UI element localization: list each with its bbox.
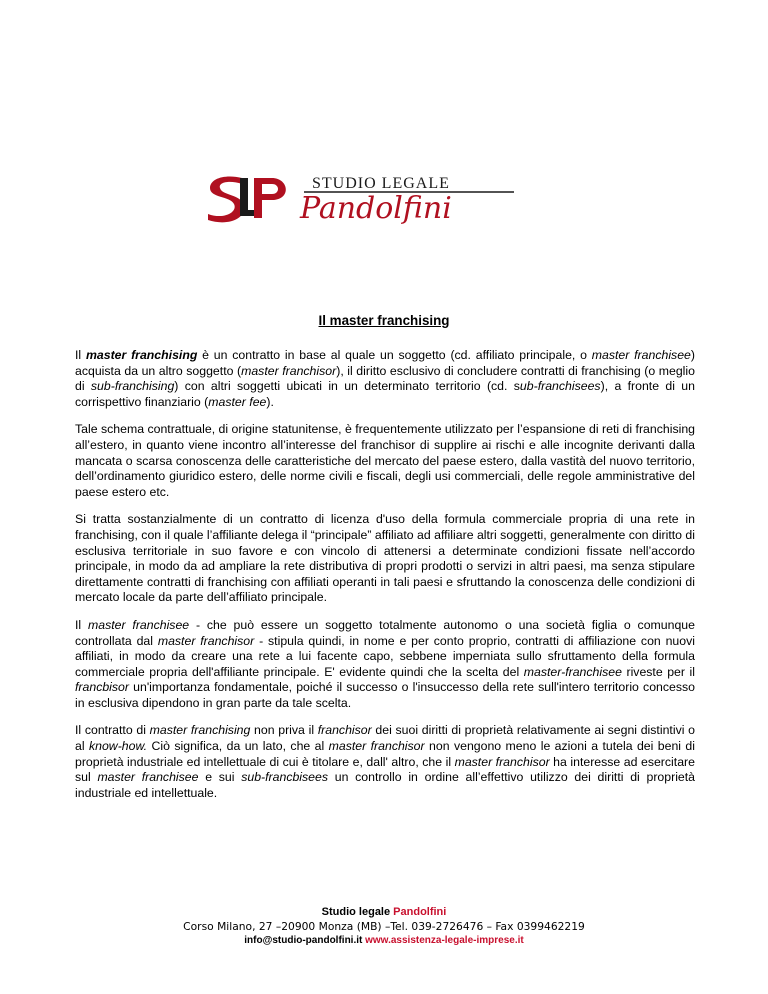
slp-monogram [208,176,286,222]
text-run: non priva il [250,723,318,738]
text-run: know-how. [88,739,148,754]
text-run: ), a fronte di un corrispettivo finanziario ( [75,379,695,409]
text-run: ). [266,394,274,409]
body-text [75,348,695,813]
text-run: master franchisor [454,754,550,769]
text-run: Tale schema contrattuale, di origine statunitense, è frequentemente utilizzato per l’espansione di reti di franchising all’estero, in quanto viene incontro all’interesse del franchisor di supplire ai rischi e alle incognite derivanti dalla mancata o scarsa conoscenza delle caratteristiche del mercato del paese estero, dalla vastità del nuovo territorio, dell’ordinamento giuridico estero, delle norme civili e fiscali, degli usi commerciali, delle regole amministrative del paese estero etc. [75,422,695,499]
paragraph-5 [75,723,695,801]
text-run: master franchisee [97,770,199,785]
text-run: Si tratta sostanzialmente di un contratto di licenza d'uso della formula commerciale propria di una rete in franchising, con il quale l’affiliante delega il “principale” affiliato ad affiliare altri soggetti, generalmente con diritto di esclusiva territoriale in suo favore e con vincolo di attenersi a determinate condizioni fissate nell’accordo principale, in modo da ad ampliare la rete distributiva di propri prodotti o servizi in altri paesi, ma senza stipulare direttamente contratti di franchising con affiliati operanti in tali paesi e sfruttando la conoscenza delle condizioni di mercato locale da parte dell’affiliato principale. [75,512,695,605]
text-run: sub-francbisees [241,770,329,785]
text-run: un'importanza fondamentale, poiché il successo o l'insuccesso della rete sull'intero territorio concesso in esclusiva dipendono in gran parte da tale scelta. [75,680,695,710]
text-run: master franchising [85,348,198,362]
text-run: master franchisor [241,363,337,378]
footer-firm-name [0,905,768,919]
text-run: sub-franchising [90,379,175,394]
text-run: ub-franchisees [519,379,601,394]
text-run: Il [75,348,86,362]
text-run: master franchisee [591,348,691,362]
logo-line2: Pandolfini [300,191,452,226]
text-run: ha interesse ad esercitare sul [75,754,695,785]
text-run: non vengono meno le azioni a tutela dei beni di proprietà industriale ed intellettuale di cui è titolare e, dall' altro, che il [75,739,695,769]
text-run: ) con altri soggetti ubicati in un determinato territorio (cd. s [174,379,520,394]
footer-firm-prefix: Studio legale [321,906,394,918]
text-run: master franchisor [328,739,425,754]
paragraph-3 [75,512,695,606]
text-run: franchisor [317,723,372,738]
footer-contacts [0,934,768,947]
text-run: dei suoi diritti di proprietà relativamente ai segni distintivi o al [75,723,695,754]
footer [0,905,768,947]
paragraph-2 [75,422,695,500]
footer-address: Corso Milano, 27 –20900 Monza (MB) –Tel. 039-2726476 – Fax 0399462219 [183,920,585,933]
studio-legale-pandolfini-logo [204,170,544,230]
text-run: - stipula quindi, in nome e per conto proprio, contratti di affiliazione con nuovi affiliati, in modo da creare una rete a lui facente capo, sebbene imperniata sullo sfruttamento della formula commerciale propria dell'affiliante principale. E' evidente quindi che la scelta del [75,633,695,679]
text-run: Il [75,617,88,632]
text-run: un controllo in ordine all’effettivo utilizzo dei diritti di proprietà industriale ed intellettuale. [75,770,696,800]
text-run: ) acquista da un altro soggetto ( [75,348,695,378]
text-run: master fee [208,394,267,409]
footer-website[interactable]: www.assistenza-legale-imprese.it [365,935,524,946]
logo-line1: STUDIO LEGALE [312,175,450,192]
text-run: Ciò significa, da un lato, che al [147,739,329,754]
text-run: master-franchisee [523,664,622,679]
text-run: master franchising [149,723,251,738]
text-run: ), il diritto esclusivo di concludere contratti di franchising (o meglio di [75,363,695,394]
paragraph-1 [75,348,695,410]
footer-firm-highlight: Pandolfini [393,906,447,918]
text-run: è un contratto in base al quale un soggetto (cd. affiliato principale, o [197,348,592,362]
footer-email[interactable]: info@studio-pandolfini.it [244,935,363,946]
text-run: master franchisor [157,633,255,648]
text-run: francbisor [75,680,129,695]
text-run: e sui [198,770,242,785]
text-run: - che può essere un soggetto totalmente autonomo o una società figlia o comunque controllata dal [75,617,695,648]
document-title: Il master franchising [318,313,450,328]
text-run: master franchisee [87,617,190,632]
text-run: Il contratto di [75,723,150,738]
text-run: riveste per il [621,664,695,679]
paragraph-4 [75,618,695,712]
